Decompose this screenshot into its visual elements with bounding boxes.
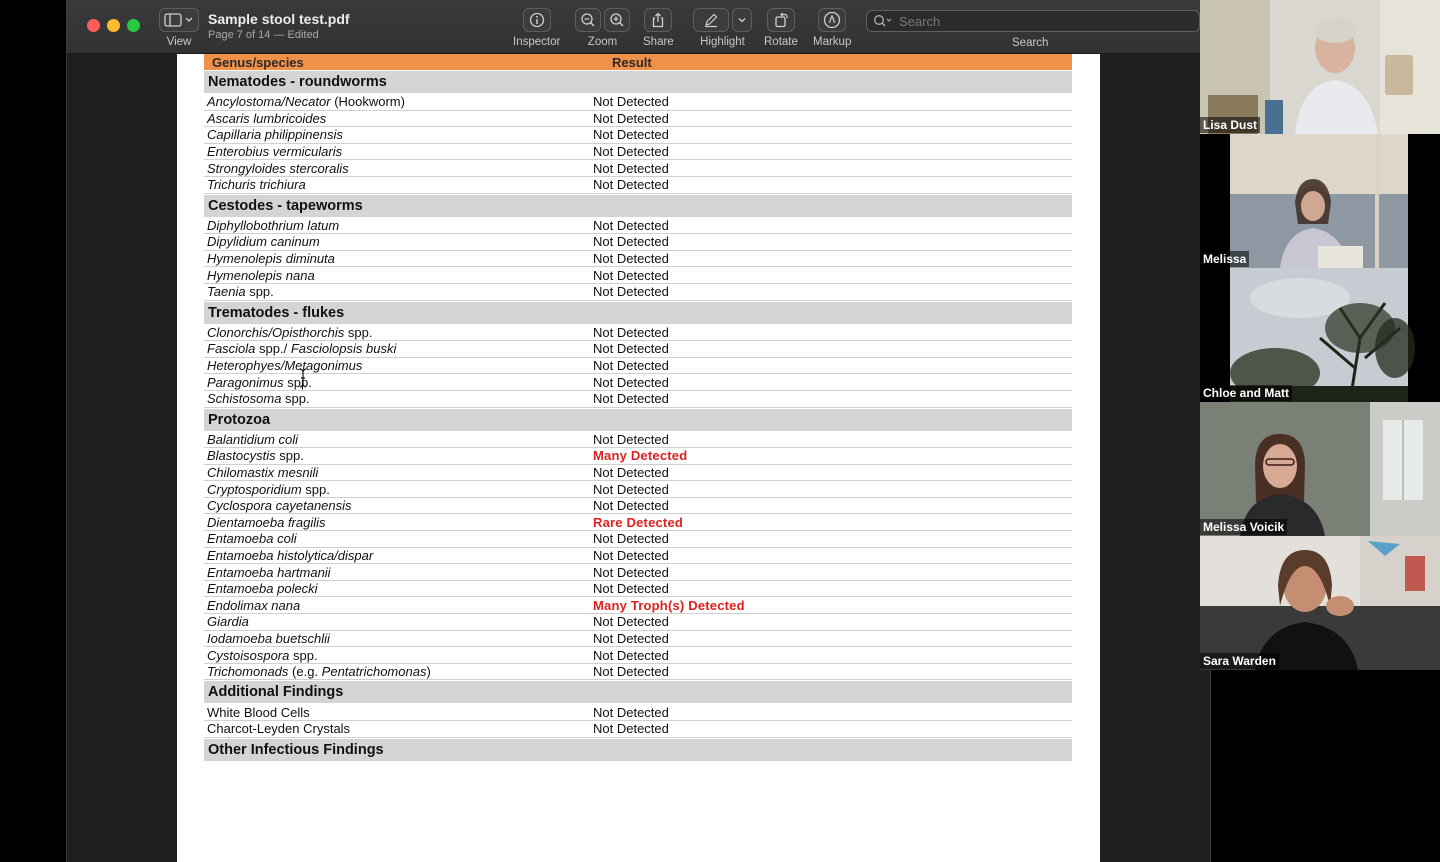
share-control[interactable] (643, 8, 674, 48)
organism-name-cell (204, 705, 593, 720)
organism-name: Fasciola (207, 341, 256, 357)
organism-name-cell (204, 391, 593, 406)
table-row (204, 325, 1072, 342)
result-cell: Not Detected (593, 431, 669, 447)
zoom-out-icon (580, 12, 596, 28)
result-cell: Not Detected (593, 630, 669, 646)
organism-name-cell (204, 127, 593, 142)
search-label: Search (1012, 37, 1049, 49)
organism-name-cell (204, 448, 593, 463)
table-row (204, 704, 1072, 721)
organism-name-cell (204, 721, 593, 736)
organism-name-cell (204, 341, 593, 356)
result-cell: Not Detected (593, 251, 669, 267)
result-cell: Not Detected (593, 267, 669, 283)
organism-name-cell (204, 161, 593, 176)
organism-qualifier: spp. (293, 647, 318, 663)
organism-name: Clonorchis/Opisthorchis (207, 324, 345, 340)
table-row (204, 498, 1072, 515)
inspector-button[interactable] (523, 8, 551, 32)
table-row (204, 341, 1072, 358)
table-row (204, 448, 1072, 465)
organism-name: Taenia (207, 284, 246, 300)
table-row (204, 218, 1072, 235)
organism-name: Strongyloides stercoralis (207, 160, 349, 176)
table-row (204, 531, 1072, 548)
organism-name: Giardia (207, 614, 249, 630)
table-row (204, 94, 1072, 111)
document-subtitle: Page 7 of 14 — Edited (208, 29, 319, 41)
organism-name: Endolimax nana (207, 597, 301, 613)
table-row (204, 597, 1072, 614)
result-cell: Not Detected (593, 160, 669, 176)
organism-name: Blastocystis (207, 448, 276, 464)
organism-name: Ascaris lumbricoides (207, 110, 327, 126)
result-cell: Not Detected (593, 721, 669, 737)
zoom-in-icon (609, 12, 625, 28)
result-cell: Not Detected (593, 110, 669, 126)
organism-alt-name: Fasciolopsis buski (290, 341, 397, 357)
organism-qualifier: spp. (285, 391, 310, 407)
rotate-control[interactable] (764, 8, 798, 48)
sidebar-icon (164, 13, 194, 27)
table-row (204, 514, 1072, 531)
organism-name: Balantidium coli (207, 431, 299, 447)
organism-name: Cryptosporidium (207, 481, 302, 497)
chevron-down-icon (737, 15, 747, 25)
table-row (204, 721, 1072, 738)
organism-name-cell (204, 218, 593, 233)
organism-name-cell (204, 581, 593, 596)
minimize-window-button[interactable] (107, 19, 120, 32)
header-genus-species: Genus/species (212, 55, 304, 70)
inspector-label: Inspector (513, 36, 561, 48)
pdf-page (177, 54, 1100, 862)
result-cell: Not Detected (593, 177, 669, 193)
organism-name-cell (204, 375, 593, 390)
organism-name-cell (204, 548, 593, 563)
organism-name: Entamoeba histolytica/dispar (207, 547, 374, 563)
table-sections (204, 71, 1072, 761)
table-row (204, 664, 1072, 681)
section-header: Cestodes - tapeworms (204, 195, 1072, 217)
organism-qualifier-end: ) (426, 664, 431, 680)
organism-name-cell (204, 111, 593, 126)
section-header: Nematodes - roundworms (204, 71, 1072, 93)
table-row (204, 548, 1072, 565)
toolbar (67, 0, 1210, 54)
organism-name-cell (204, 177, 593, 192)
organism-name-cell (204, 648, 593, 663)
table-row (204, 177, 1072, 194)
result-cell: Not Detected (593, 464, 669, 480)
organism-name-cell (204, 598, 593, 613)
participant-tile-3[interactable] (1200, 268, 1440, 402)
organism-name-cell (204, 531, 593, 546)
preview-window (66, 0, 1211, 862)
organism-name-cell (204, 498, 593, 513)
organism-qualifier: spp. (279, 448, 304, 464)
result-cell: Not Detected (593, 358, 669, 374)
organism-qualifier: spp. (305, 481, 330, 497)
share-button[interactable] (644, 8, 672, 32)
organism-name: Dipylidium caninum (207, 234, 320, 250)
participant-name: Sara Warden (1200, 653, 1279, 669)
section-header: Additional Findings (204, 681, 1072, 703)
organism-name: Hymenolepis nana (207, 267, 315, 283)
result-cell: Not Detected (593, 614, 669, 630)
participant-video-1 (1200, 0, 1440, 134)
organism-name-cell (204, 631, 593, 646)
table-row (204, 647, 1072, 664)
highlight-label: Highlight (700, 36, 745, 48)
participant-name: Melissa Voicik (1200, 519, 1287, 535)
organism-name-cell (204, 234, 593, 249)
result-cell: Not Detected (593, 498, 669, 514)
highlight-control[interactable] (693, 8, 752, 48)
table-row (204, 465, 1072, 482)
zoom-in-button[interactable] (604, 8, 630, 32)
organism-name-cell (204, 515, 593, 530)
organism-name: Paragonimus (207, 374, 284, 390)
organism-name-cell (204, 465, 593, 480)
organism-name: Chilomastix mesnili (207, 464, 319, 480)
header-result: Result (612, 55, 652, 70)
organism-name-cell (204, 432, 593, 447)
organism-name: Entamoeba polecki (207, 581, 318, 597)
organism-name: Entamoeba hartmanii (207, 564, 331, 580)
info-icon (529, 12, 545, 28)
organism-name: Trichomonads (207, 664, 289, 680)
section-header: Protozoa (204, 409, 1072, 431)
participant-tile-4[interactable] (1200, 402, 1440, 536)
organism-name: Hymenolepis diminuta (207, 251, 335, 267)
table-row (204, 374, 1072, 391)
participant-video-2 (1200, 134, 1440, 268)
organism-qualifier: spp. (249, 284, 274, 300)
table-row (204, 267, 1072, 284)
document-viewport[interactable] (67, 54, 1210, 862)
participant-tile-5[interactable] (1200, 536, 1440, 670)
organism-name: Heterophyes/Metagonimus (207, 358, 363, 374)
organism-name-cell (204, 94, 593, 109)
organism-name: Ancylostoma/Necator (207, 94, 331, 110)
organism-name-cell (204, 358, 593, 373)
inspector-control[interactable] (513, 8, 560, 48)
organism-name: Enterobius vermicularis (207, 144, 343, 160)
table-row (204, 251, 1072, 268)
table-row (204, 284, 1072, 301)
organism-name-cell (204, 284, 593, 299)
markup-label: Markup (813, 36, 852, 48)
participant-name: Lisa Dust (1200, 117, 1260, 133)
organism-name: Charcot-Leyden Crystals (207, 721, 351, 737)
result-cell: Not Detected (593, 564, 669, 580)
results-table (204, 54, 1072, 761)
result-cell: Not Detected (593, 127, 669, 143)
organism-name-cell (204, 268, 593, 283)
result-cell: Not Detected (593, 547, 669, 563)
close-window-button[interactable] (87, 19, 100, 32)
result-cell: Not Detected (593, 144, 669, 160)
participant-video-4 (1200, 402, 1440, 536)
markup-pen-icon (823, 11, 841, 29)
table-row (204, 144, 1072, 161)
section-header: Trematodes - flukes (204, 302, 1072, 324)
view-label: View (166, 36, 192, 48)
result-cell: Not Detected (593, 664, 669, 680)
result-cell: Not Detected (593, 531, 669, 547)
organism-name: Cystoisospora (207, 647, 290, 663)
organism-name: White Blood Cells (207, 704, 310, 720)
table-row (204, 391, 1072, 408)
table-row (204, 234, 1072, 251)
organism-name-cell (204, 325, 593, 340)
participant-video-5 (1200, 536, 1440, 670)
table-row (204, 564, 1072, 581)
table-row (204, 358, 1072, 375)
result-cell: Not Detected (593, 94, 669, 110)
search-input[interactable] (899, 14, 1189, 29)
search-field[interactable] (866, 10, 1200, 32)
organism-name: Schistosoma (207, 391, 282, 407)
view-control[interactable] (159, 8, 199, 48)
organism-name-cell (204, 482, 593, 497)
table-row (204, 160, 1072, 177)
markup-button[interactable] (818, 8, 846, 32)
result-cell-positive: Many Detected (593, 448, 688, 464)
organism-name: Diphyllobothrium latum (207, 217, 340, 233)
search-icon (873, 14, 893, 28)
table-row (204, 581, 1072, 598)
organism-qualifier: spp./ (259, 341, 288, 357)
result-cell: Not Detected (593, 341, 669, 357)
table-row (204, 614, 1072, 631)
organism-name: Iodamoeba buetschlii (207, 630, 330, 646)
table-row (204, 432, 1072, 449)
organism-name: Capillaria philippinensis (207, 127, 343, 143)
organism-name-cell (204, 664, 593, 679)
participant-name: Chloe and Matt (1200, 385, 1292, 401)
participant-name: Melissa (1200, 251, 1249, 267)
organism-name-cell (204, 614, 593, 629)
table-row (204, 111, 1072, 128)
table-row (204, 127, 1072, 144)
view-button[interactable] (159, 8, 199, 32)
zoom-label: Zoom (587, 36, 618, 48)
participant-video-3 (1200, 268, 1440, 402)
result-cell-positive: Rare Detected (593, 514, 684, 530)
result-cell: Not Detected (593, 647, 669, 663)
table-row (204, 481, 1072, 498)
section-header: Other Infectious Findings (204, 739, 1072, 761)
participant-tile-1[interactable] (1200, 0, 1440, 134)
result-cell: Not Detected (593, 704, 669, 720)
organism-qualifier: (e.g. (292, 664, 319, 680)
text-cursor-icon (299, 368, 307, 388)
highlighter-icon (703, 12, 719, 28)
result-cell: Not Detected (593, 234, 669, 250)
organism-qualifier: spp. (347, 324, 373, 340)
organism-name: Entamoeba coli (207, 531, 297, 547)
organism-name-cell (204, 144, 593, 159)
result-cell: Not Detected (593, 391, 669, 407)
zoom-control[interactable] (575, 8, 630, 48)
organism-alt-name: Pentatrichomonas (321, 664, 427, 680)
result-cell: Not Detected (593, 481, 669, 497)
result-cell: Not Detected (593, 217, 669, 233)
document-title: Sample stool test.pdf (208, 11, 350, 27)
organism-qualifier: (Hookworm) (334, 94, 405, 110)
rotate-label: Rotate (764, 36, 798, 48)
markup-control[interactable] (813, 8, 851, 48)
share-icon (650, 12, 666, 28)
organism-name-cell (204, 565, 593, 580)
organism-name: Cyclospora cayetanensis (207, 498, 352, 514)
zoom-out-button[interactable] (575, 8, 601, 32)
organism-name: Dientamoeba fragilis (207, 514, 326, 530)
organism-name-cell (204, 251, 593, 266)
rotate-button[interactable] (767, 8, 795, 32)
result-cell: Not Detected (593, 324, 669, 340)
result-cell: Not Detected (593, 284, 669, 300)
result-cell: Not Detected (593, 374, 669, 390)
result-cell: Not Detected (593, 581, 669, 597)
maximize-window-button[interactable] (127, 19, 140, 32)
share-label: Share (643, 36, 674, 48)
rotate-icon (773, 12, 789, 28)
highlight-menu-button[interactable] (732, 8, 752, 32)
result-cell-positive: Many Troph(s) Detected (593, 597, 745, 613)
highlight-button[interactable] (693, 8, 729, 32)
organism-qualifier: spp. (287, 374, 312, 390)
table-row (204, 631, 1072, 648)
organism-name: Trichuris trichiura (207, 177, 306, 193)
table-header (204, 54, 1072, 70)
participant-tile-2[interactable] (1200, 134, 1440, 268)
